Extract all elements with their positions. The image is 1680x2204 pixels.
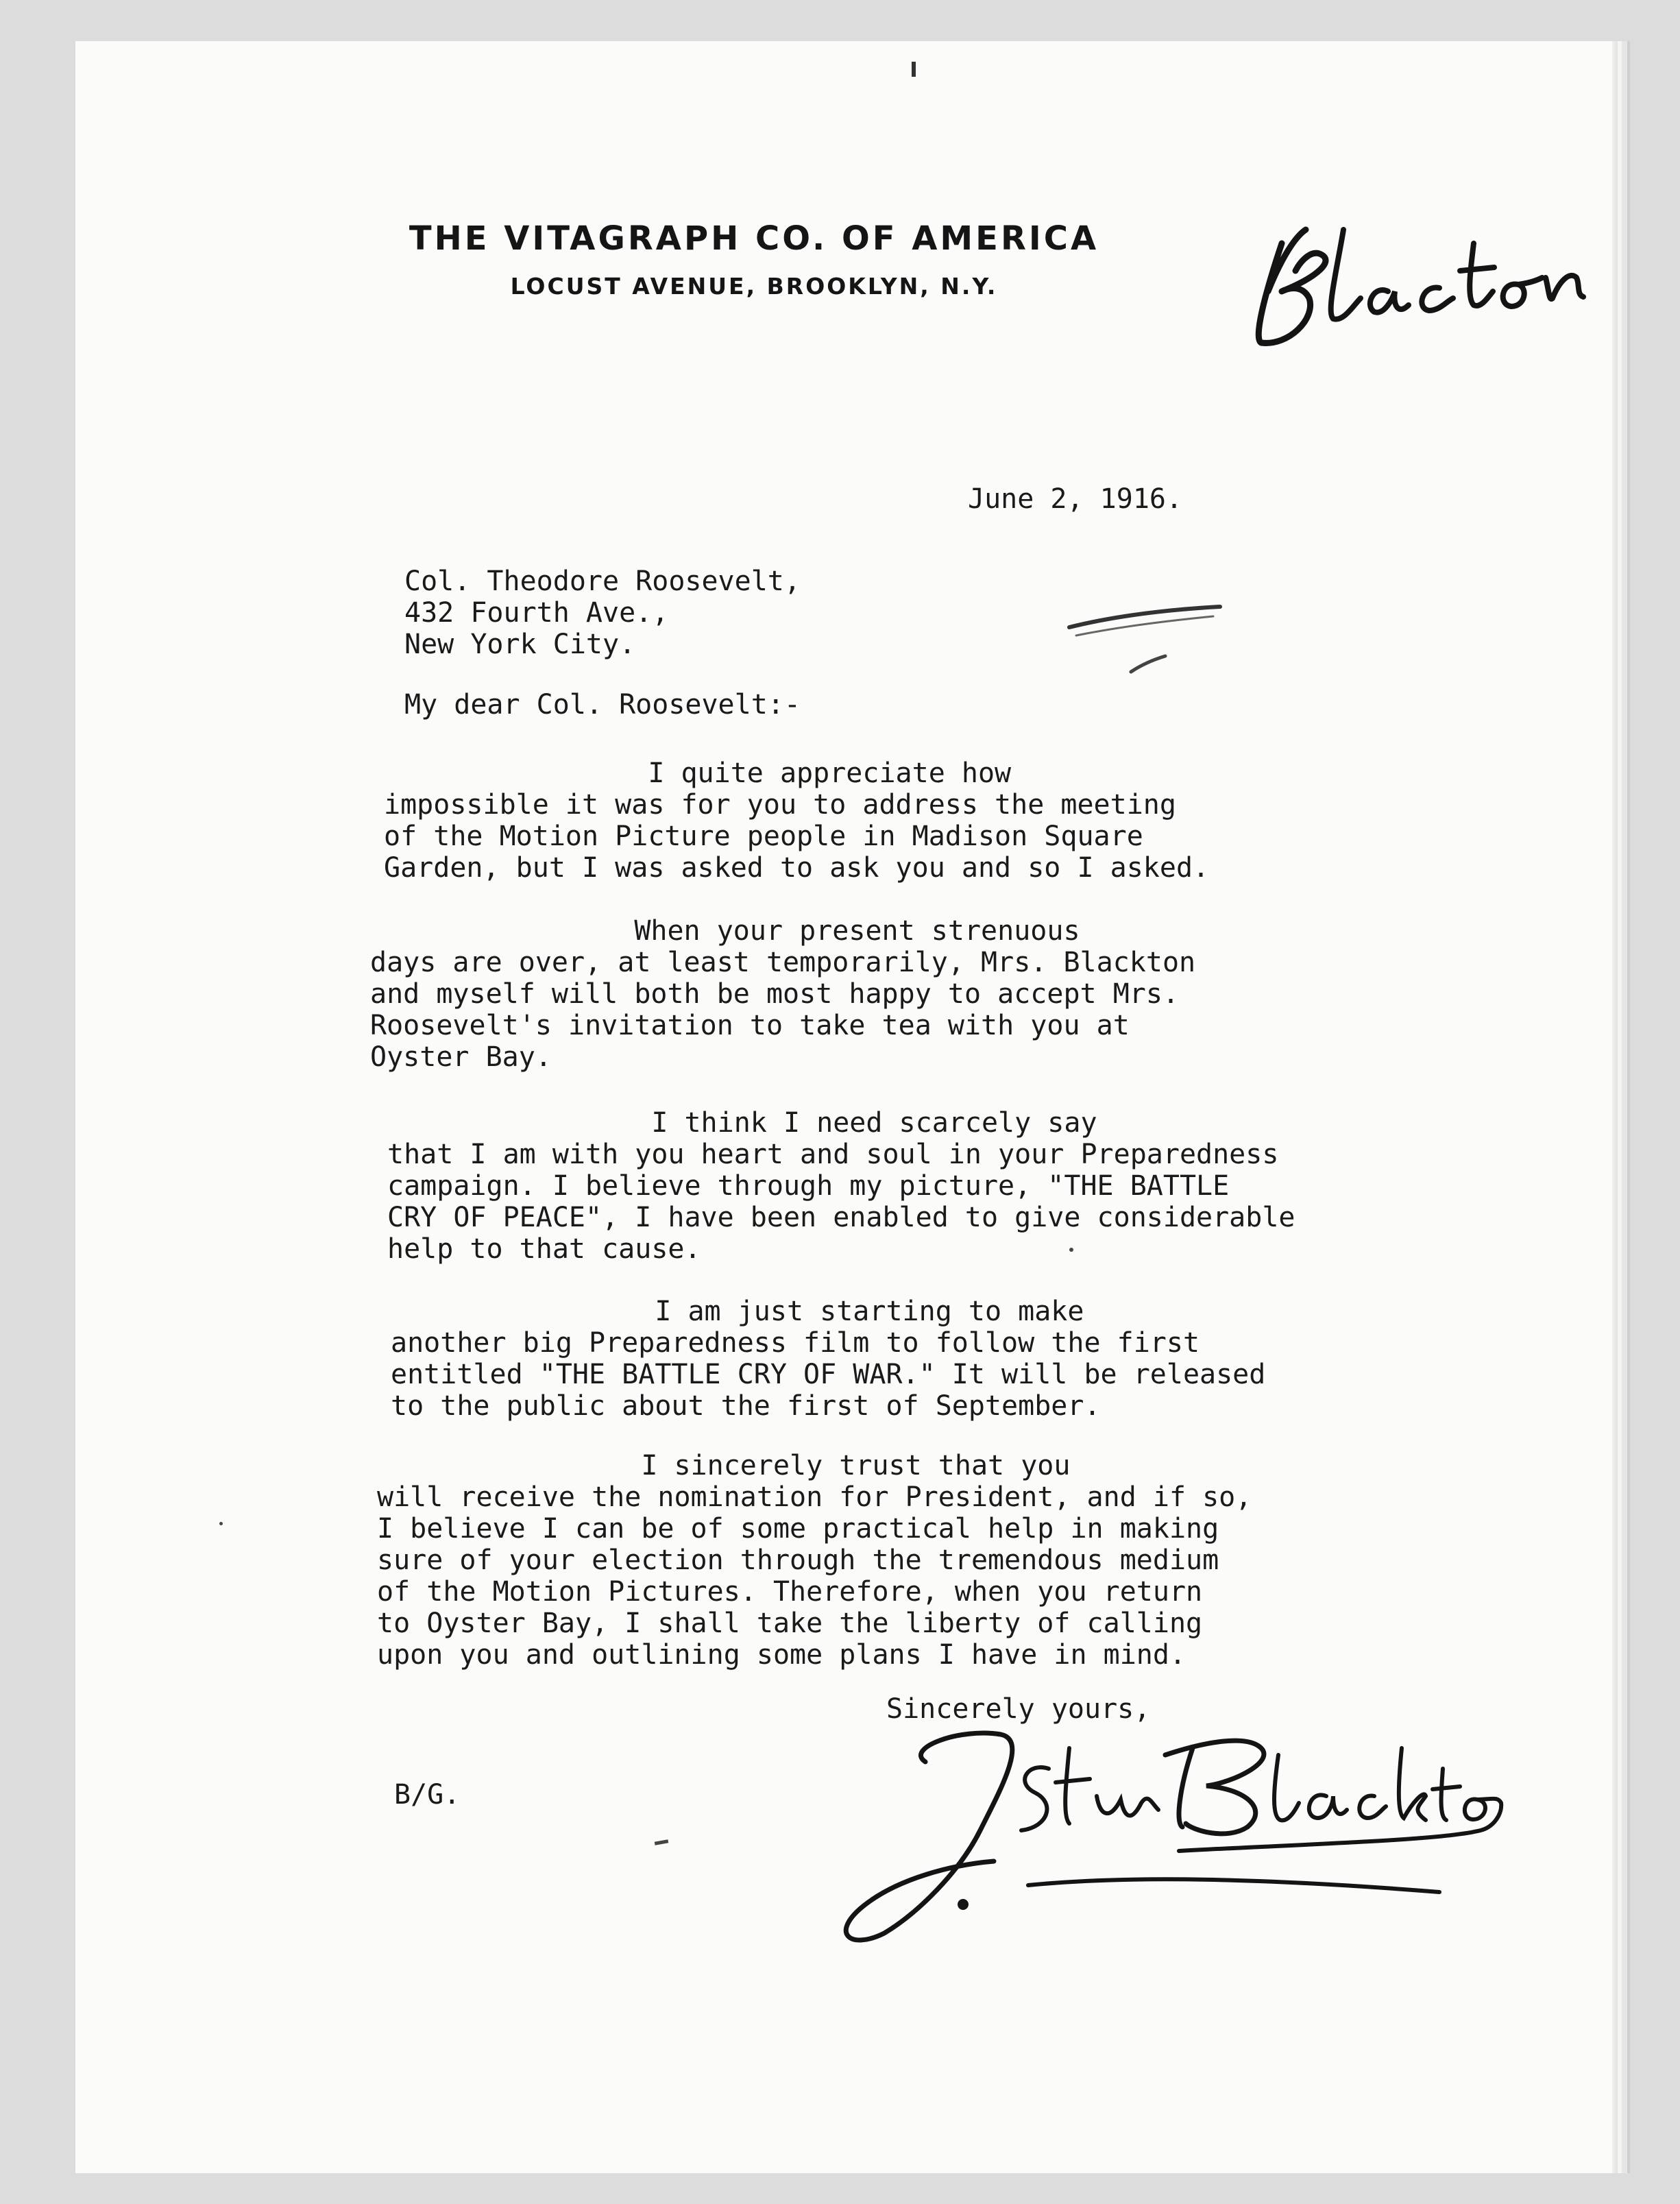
typist-initials: B/G.: [394, 1779, 461, 1811]
paragraph-5: I sincerely trust that you will receive the nomination for President, and if so, I believe I can be of some practical help in making sure of your election through the tremendous medium of the Motion Pictures. Therefore, when you return to Oyster Bay, I shall take the liberty of calling upon you and outlining some plans I have in mind.: [377, 1450, 1252, 1671]
paragraph-1: I quite appreciate how impossible it was for you to address the meeting of the Motion Picture people in Madison Square Garden, but I was asked to ask you and so I asked.: [384, 758, 1210, 884]
letter-date: June 2, 1916.: [968, 483, 1183, 515]
recipient-line-2: 432 Fourth Ave.,: [404, 597, 669, 629]
paragraph-3: I think I need scarcely say that I am with you heart and soul in your Preparedness campaign. I believe through my picture, "THE BATTLE CRY OF PEACE", I have been enabled to give considerable help to that cause.: [387, 1107, 1295, 1265]
closing: Sincerely yours,: [886, 1693, 1151, 1725]
staple-mark: [912, 62, 916, 77]
stray-dot: [219, 1522, 223, 1525]
stray-dot: [655, 1839, 669, 1845]
letterhead-address: LOCUST AVENUE, BROOKLYN, N.Y.: [510, 273, 998, 300]
handwritten-signature: [823, 1707, 1508, 1967]
recipient-address: [404, 566, 801, 660]
letterhead: [75, 219, 1433, 300]
handwritten-annotation: [1241, 202, 1597, 374]
recipient-line-3: New York City.: [404, 629, 636, 660]
letter-page: [75, 41, 1618, 2173]
paragraph-2: When your present strenuous days are over, at least temporarily, Mrs. Blackton and myself will both be most happy to accept Mrs. Roosevelt's invitation to take tea with you at Oyster Bay.: [370, 915, 1196, 1073]
letterhead-company: THE VITAGRAPH CO. OF AMERICA: [409, 219, 1099, 258]
salutation: My dear Col. Roosevelt:-: [404, 689, 801, 720]
page-edge: [1612, 41, 1618, 2173]
recipient-line-1: Col. Theodore Roosevelt,: [404, 566, 801, 597]
paragraph-4: I am just starting to make another big Preparedness film to follow the first entitled "THE BATTLE CRY OF WAR." It will be released to the public about the first of September.: [391, 1296, 1266, 1422]
stray-pencil-mark: [1062, 600, 1241, 682]
stray-dot: [1069, 1248, 1073, 1252]
